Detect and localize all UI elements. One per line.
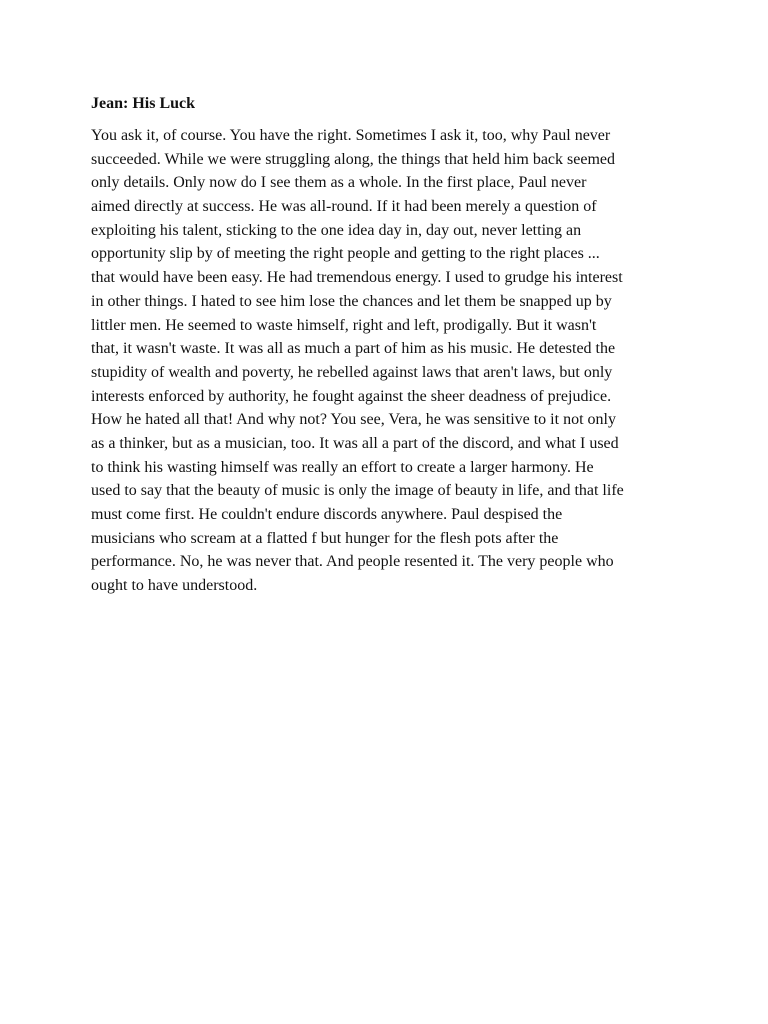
body-line: as a thinker, but as a musician, too. It was all a part of the discord, and what I used: [91, 434, 619, 452]
body-line: performance. No, he was never that. And people resented it. The very people who: [91, 553, 614, 571]
body-line: aimed directly at success. He was all-round. If it had been merely a question of: [91, 198, 597, 216]
body-line: used to say that the beauty of music is only the image of beauty in life, and that life: [91, 482, 624, 500]
body-line: interests enforced by authority, he fought against the sheer deadness of prejudice.: [91, 387, 612, 405]
body-line: that, it wasn't waste. It was all as much a part of him as his music. He detested the: [91, 340, 616, 358]
body-line: stupidity of wealth and poverty, he rebelled against laws that aren't laws, but only: [91, 363, 613, 381]
body-line: to think his wasting himself was really an effort to create a larger harmony. He: [91, 458, 594, 476]
body-line: You ask it, of course. You have the right. Sometimes I ask it, too, why Paul never: [91, 127, 611, 144]
body-line: that would have been easy. He had tremendous energy. I used to grudge his interest: [91, 269, 623, 287]
body-line: opportunity slip by of meeting the right people and getting to the right places ...: [91, 245, 600, 263]
body-line: must come first. He couldn't endure discords anywhere. Paul despised the: [91, 506, 563, 523]
body-line: exploiting his talent, sticking to the one idea day in, day out, never letting an: [91, 221, 582, 239]
document-body: [91, 124, 691, 598]
body-line: musicians who scream at a flatted f but hunger for the flesh pots after the: [91, 529, 559, 547]
body-line: succeeded. While we were struggling along, the things that held him back seemed: [91, 150, 615, 168]
body-line: in other things. I hated to see him lose the chances and let them be snapped up by: [91, 292, 612, 310]
body-line: only details. Only now do I see them as a whole. In the first place, Paul never: [91, 174, 587, 192]
body-line: ought to have understood.: [91, 577, 258, 595]
body-line: littler men. He seemed to waste himself, right and left, prodigally. But it wasn't: [91, 316, 597, 334]
body-line: How he hated all that! And why not? You see, Vera, he was sensitive to it not only: [91, 411, 616, 429]
document-title: Jean: His Luck: [91, 95, 196, 112]
